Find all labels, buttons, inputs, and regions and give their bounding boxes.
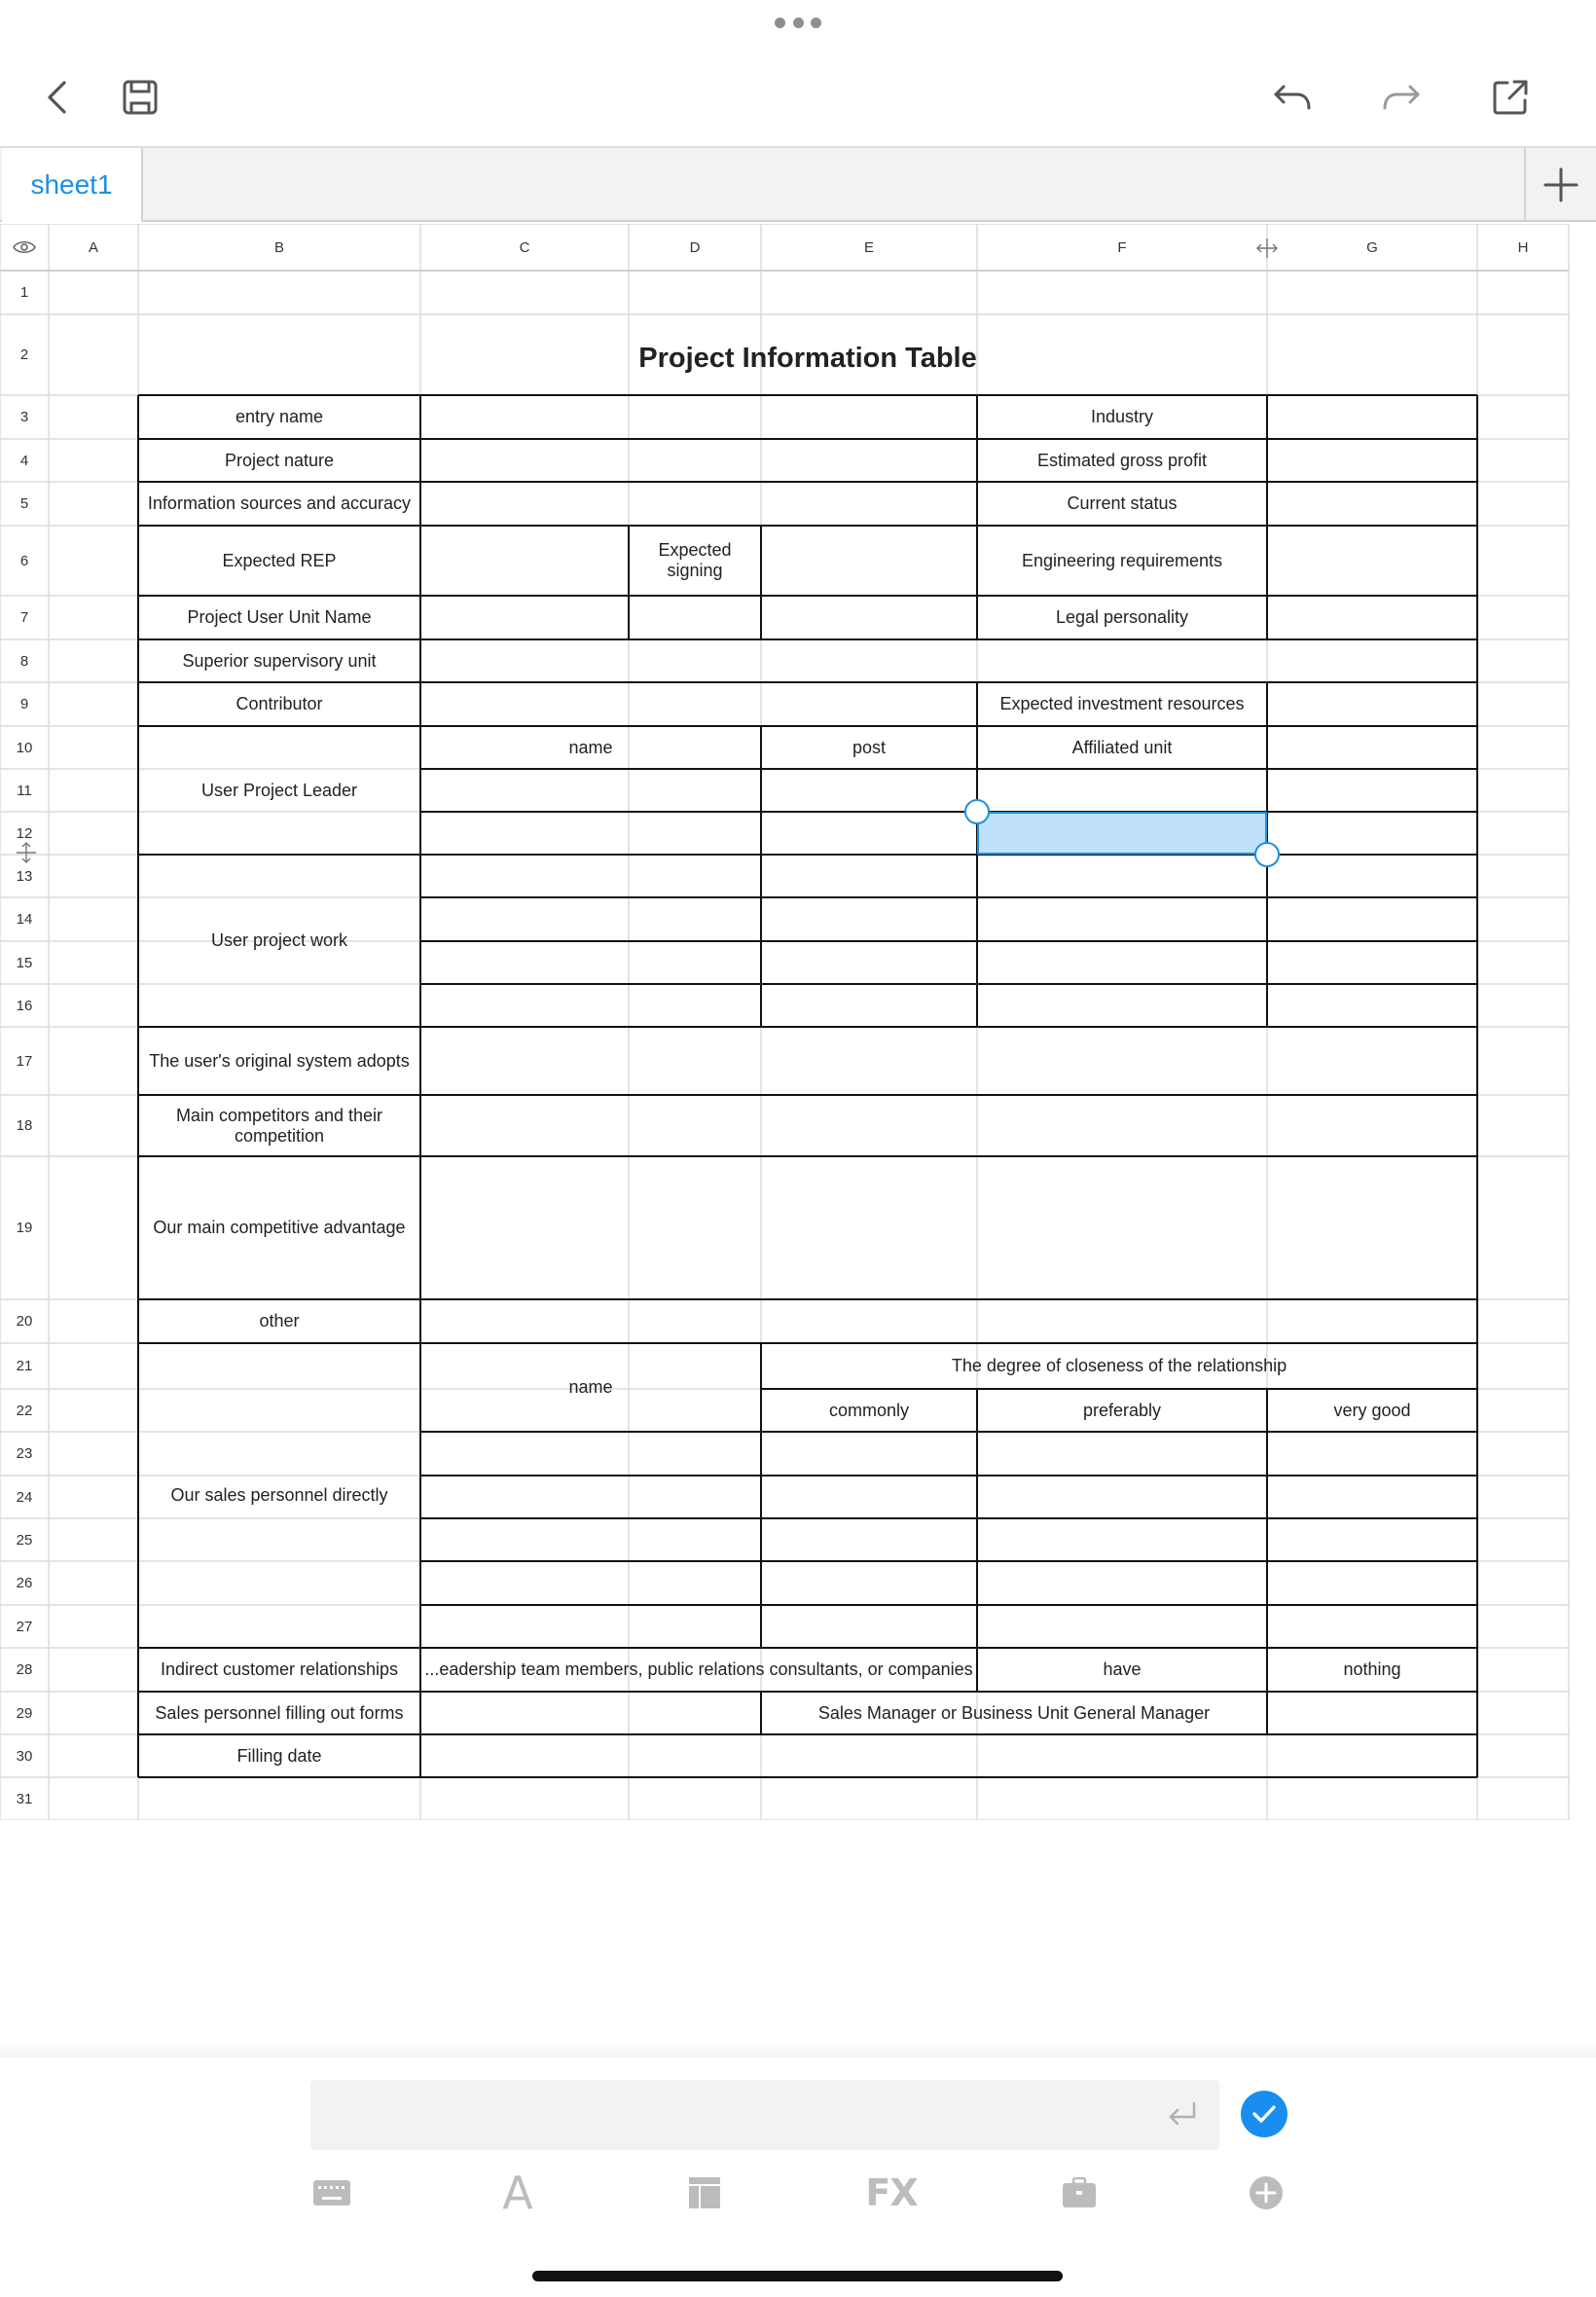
row-header-26[interactable]: 26 <box>16 1575 33 1591</box>
row-header-30[interactable]: 30 <box>16 1747 33 1765</box>
column-header-d[interactable]: D <box>689 238 701 256</box>
spreadsheet-grid[interactable] <box>0 224 1596 1820</box>
cell-f10[interactable]: Affiliated unit <box>1071 737 1173 757</box>
confirm-button[interactable] <box>1241 2091 1288 2137</box>
cell-f6[interactable]: Engineering requirements <box>1021 550 1223 570</box>
cell-e10[interactable]: post <box>852 737 887 757</box>
keyboard-icon <box>312 2179 351 2206</box>
undo-icon <box>1270 75 1315 120</box>
column-header-f[interactable]: F <box>1117 238 1127 256</box>
column-header-e[interactable]: E <box>863 238 874 256</box>
checkmark-icon <box>1250 2099 1279 2129</box>
layout-icon <box>688 2176 721 2209</box>
row-header-20[interactable]: 20 <box>16 1313 33 1330</box>
plus-circle-icon <box>1248 2174 1285 2211</box>
cell-f9[interactable]: Expected investment resources <box>999 694 1245 713</box>
cell-b4[interactable]: Project nature <box>224 450 335 470</box>
row-header-21[interactable]: 21 <box>16 1358 33 1374</box>
row-header-14[interactable]: 14 <box>16 911 33 928</box>
fx-label: FX <box>865 2171 918 2214</box>
row-header-24[interactable]: 24 <box>16 1488 33 1506</box>
save-button[interactable] <box>111 68 169 127</box>
row-header-10[interactable]: 10 <box>16 739 33 756</box>
row-header-7[interactable]: 7 <box>19 609 29 626</box>
row-header-9[interactable]: 9 <box>19 696 29 712</box>
row-header-23[interactable]: 23 <box>16 1445 33 1462</box>
cell-f5[interactable]: Current status <box>1067 493 1178 513</box>
cell-b10[interactable]: User Project Leader <box>200 780 358 800</box>
cell-e22[interactable]: commonly <box>828 1400 910 1420</box>
selection-border <box>977 812 1267 855</box>
home-indicator <box>532 2271 1063 2281</box>
cell-f7[interactable]: Legal personality <box>1055 607 1189 627</box>
row-header-3[interactable]: 3 <box>19 409 29 425</box>
row-header-11[interactable]: 11 <box>17 782 32 799</box>
plus-icon <box>1542 166 1579 203</box>
cell-c28[interactable]: ...eadership team members, public relations consultants, or companies <box>424 1659 973 1679</box>
cell-b8[interactable]: Superior supervisory unit <box>182 650 377 671</box>
cell-b28[interactable]: Indirect customer relationships <box>160 1659 399 1679</box>
row-header-8[interactable]: 8 <box>19 652 29 670</box>
cell-b6[interactable]: Expected REP <box>222 550 337 570</box>
more-dots-icon[interactable] <box>775 16 821 29</box>
column-header-c[interactable]: C <box>519 238 530 256</box>
cell-b30[interactable]: Filling date <box>236 1745 322 1766</box>
cell-c10[interactable]: name <box>568 737 613 757</box>
cell-b20[interactable]: other <box>259 1311 300 1331</box>
column-header-g[interactable]: G <box>1366 238 1378 256</box>
cell-f22[interactable]: preferably <box>1082 1400 1162 1420</box>
row-header-22[interactable]: 22 <box>16 1402 33 1419</box>
row-header-15[interactable]: 15 <box>16 954 33 971</box>
column-header-a[interactable]: A <box>88 238 98 256</box>
selection-start-handle[interactable] <box>964 799 990 824</box>
cell-f28[interactable]: have <box>1103 1659 1142 1679</box>
row-header-1[interactable]: 1 <box>19 284 29 301</box>
redo-icon <box>1379 75 1424 120</box>
row-header-17[interactable]: 17 <box>16 1052 33 1070</box>
keyboard-button[interactable] <box>307 2169 357 2216</box>
briefcase-icon <box>1062 2177 1097 2208</box>
cell-e21[interactable]: The degree of closeness of the relationship <box>951 1356 1288 1375</box>
cell-d6[interactable]: Expected signing <box>658 540 732 580</box>
row-header-5[interactable]: 5 <box>19 495 29 512</box>
row-header-31[interactable]: 31 <box>16 1790 33 1807</box>
row-header-28[interactable]: 28 <box>16 1661 33 1678</box>
cell-b17[interactable]: The user's original system adopts <box>149 1050 410 1071</box>
row-header-4[interactable]: 4 <box>19 452 29 469</box>
sheet-tab-bar <box>0 146 1596 222</box>
selection-end-handle[interactable] <box>1254 842 1280 867</box>
formula-input[interactable] <box>310 2080 1219 2150</box>
cell-b18[interactable]: Main competitors and their competition <box>175 1105 383 1146</box>
row-header-6[interactable]: 6 <box>19 552 29 569</box>
add-sheet-button[interactable] <box>1524 148 1596 222</box>
row-header-12[interactable]: 12 <box>16 824 33 842</box>
cell-b7[interactable]: Project User Unit Name <box>187 607 372 627</box>
cell-c21[interactable]: name <box>568 1377 613 1397</box>
cell-b9[interactable]: Contributor <box>236 694 323 713</box>
insert-button[interactable] <box>1241 2169 1291 2216</box>
eye-icon[interactable] <box>0 224 49 271</box>
cell-b13[interactable]: User project work <box>210 930 348 950</box>
row-header-19[interactable]: 19 <box>16 1220 33 1236</box>
column-header-b[interactable]: B <box>273 238 284 256</box>
cell-b21[interactable]: Our sales personnel directly <box>170 1485 388 1505</box>
row-header-13[interactable]: 13 <box>16 867 33 885</box>
function-button[interactable] <box>866 2169 917 2216</box>
cell-b29[interactable]: Sales personnel filling out forms <box>155 1702 404 1723</box>
sheet-tab-sheet1[interactable]: sheet1 <box>2 148 143 222</box>
layout-button[interactable] <box>679 2169 730 2216</box>
bottom-divider <box>0 2042 1596 2058</box>
share-icon <box>1488 75 1533 120</box>
row-header-2[interactable]: 2 <box>19 346 29 363</box>
cell-b19[interactable]: Our main competitive advantage <box>153 1218 406 1237</box>
font-label: A <box>502 2167 533 2219</box>
cell-f4[interactable]: Estimated gross profit <box>1036 450 1208 470</box>
row-resize-handle-icon[interactable] <box>16 841 37 864</box>
return-key-icon[interactable] <box>1163 2096 1202 2134</box>
save-icon <box>118 75 163 120</box>
back-button[interactable] <box>29 68 88 127</box>
row-header-18[interactable]: 18 <box>16 1117 33 1134</box>
font-button[interactable] <box>492 2167 543 2219</box>
row-header-27[interactable]: 27 <box>16 1618 33 1635</box>
cell-f3[interactable]: Industry <box>1090 407 1154 426</box>
row-header-29[interactable]: 29 <box>16 1704 33 1722</box>
cell-g22[interactable]: very good <box>1333 1400 1411 1420</box>
cell-title[interactable]: Project Information Table <box>638 343 977 374</box>
chevron-left-icon <box>36 75 81 120</box>
cell-b3[interactable]: entry name <box>235 407 324 426</box>
share-button[interactable] <box>1481 68 1540 127</box>
cell-b5[interactable]: Information sources and accuracy <box>147 493 412 513</box>
row-header-25[interactable]: 25 <box>16 1531 33 1549</box>
undo-button[interactable] <box>1263 68 1322 127</box>
cell-e29[interactable]: Sales Manager or Business Unit General Manager <box>817 1702 1211 1723</box>
row-header-16[interactable]: 16 <box>16 997 33 1014</box>
column-header-h[interactable]: H <box>1517 238 1529 256</box>
tools-button[interactable] <box>1054 2169 1105 2216</box>
cell-g28[interactable]: nothing <box>1343 1659 1401 1679</box>
column-resize-handle-icon[interactable] <box>1255 237 1279 259</box>
redo-button[interactable] <box>1372 68 1431 127</box>
